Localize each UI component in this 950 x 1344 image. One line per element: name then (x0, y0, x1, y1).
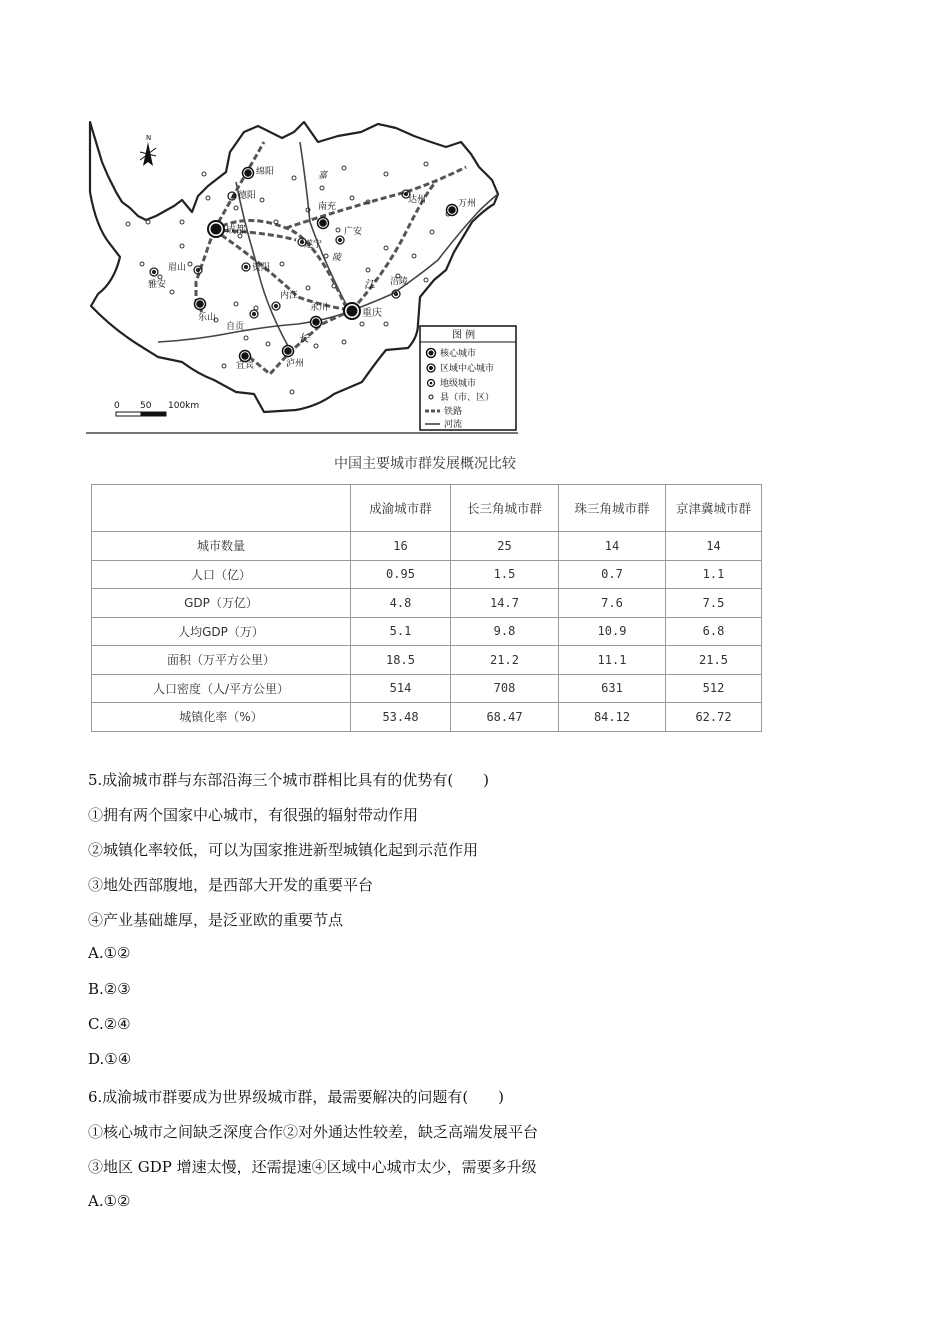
table-row (92, 589, 762, 618)
city-label: 自贡 (226, 322, 245, 332)
svg-text:铁路: 铁路 (444, 407, 463, 417)
cell: 16 (351, 532, 451, 561)
svg-text:0: 0 (114, 401, 120, 411)
table-title: 中国主要城市群发展概况比较 (334, 456, 516, 472)
svg-text:核心城市: 核心城市 (440, 349, 477, 359)
cell: 21.2 (451, 646, 559, 675)
question-5-statement-4: ④产业基础雄厚，是泛亚欧的重要节点 (88, 911, 344, 929)
cell: 21.5 (666, 646, 762, 675)
question-5-statement-2: ②城镇化率较低，可以为国家推进新型城镇化起到示范作用 (88, 841, 479, 859)
header-cell: 成渝城市群 (351, 485, 451, 532)
svg-text:县（市、区）: 县（市、区） (440, 393, 495, 403)
legend-title: 图 例 (452, 330, 476, 341)
question-5-option-d: D.①④ (88, 1050, 132, 1068)
cell: 84.12 (559, 703, 666, 732)
table-row (92, 674, 762, 703)
map-legend (420, 326, 516, 430)
cell: 11.1 (559, 646, 666, 675)
cell: 631 (559, 674, 666, 703)
cell: 25 (451, 532, 559, 561)
table-row (92, 560, 762, 589)
river-label: 嘉 (318, 171, 328, 181)
city-label: 资阳 (252, 263, 271, 273)
cell: 14 (559, 532, 666, 561)
question-5-option-a: A.①② (88, 944, 131, 962)
cell: 512 (666, 674, 762, 703)
city-label: 重庆 (362, 308, 382, 319)
city-label: 遂宁 (304, 240, 323, 250)
river-label: 陵 (332, 253, 342, 263)
city-label: 南充 (318, 202, 337, 212)
header-cell: 京津冀城市群 (666, 485, 762, 532)
table-row (92, 646, 762, 675)
city-label: 泸州 (286, 359, 305, 369)
svg-text:N: N (146, 134, 152, 142)
question-6-statement-1: ①核心城市之间缺乏深度合作②对外通达性较差，缺乏高端发展平台 (88, 1123, 539, 1141)
chengyu-map (86, 112, 518, 434)
svg-text:50: 50 (140, 401, 152, 411)
header-cell: 珠三角城市群 (559, 485, 666, 532)
city-label: 绵阳 (256, 167, 275, 177)
question-5-option-c: C.②④ (88, 1015, 131, 1033)
city-label: 达州 (408, 195, 427, 205)
cell: 68.47 (451, 703, 559, 732)
question-6-stem: 6.成渝城市群要成为世界级城市群，最需要解决的问题有( ) (88, 1088, 505, 1106)
header-cell: 长三角城市群 (451, 485, 559, 532)
cell: 708 (451, 674, 559, 703)
row-label: 人口（亿） (92, 560, 351, 589)
cell: 9.8 (451, 617, 559, 646)
question-5-option-b: B.②③ (88, 980, 131, 998)
question-5-statement-1: ①拥有两个国家中心城市，有很强的辐射带动作用 (88, 806, 419, 824)
city-label: 雅安 (148, 280, 167, 290)
city-label: 宜宾 (236, 361, 255, 371)
city-label: 眉山 (168, 263, 187, 273)
header-cell (92, 485, 351, 532)
city-label: 万州 (458, 199, 477, 209)
row-label: 人口密度（人/平方公里） (92, 674, 351, 703)
comparison-table (91, 484, 762, 732)
cell: 7.5 (666, 589, 762, 618)
river-label: 长 (298, 332, 309, 345)
cell: 1.5 (451, 560, 559, 589)
question-5-statement-3: ③地处西部腹地，是西部大开发的重要平台 (88, 876, 374, 894)
city-label: 广安 (344, 227, 363, 237)
city-label: 内江 (280, 291, 299, 301)
cell: 14 (666, 532, 762, 561)
question-5-stem: 5.成渝城市群与东部沿海三个城市群相比具有的优势有( ) (88, 771, 490, 789)
city-label: 成都 (226, 225, 246, 236)
cell: 10.9 (559, 617, 666, 646)
river-label: 江 (364, 278, 375, 291)
cell: 6.8 (666, 617, 762, 646)
city-label: 永川 (310, 303, 329, 313)
cell: 514 (351, 674, 451, 703)
cell: 7.6 (559, 589, 666, 618)
table-row (92, 532, 762, 561)
row-label: 城镇化率（%） (92, 703, 351, 732)
svg-text:区域中心城市: 区域中心城市 (440, 364, 495, 374)
cell: 62.72 (666, 703, 762, 732)
row-label: GDP（万亿） (92, 589, 351, 618)
city-label: 涪陵 (390, 277, 409, 287)
city-label: 乐山 (198, 313, 217, 323)
row-label: 人均GDP（万） (92, 617, 351, 646)
cell: 4.8 (351, 589, 451, 618)
table-row (92, 617, 762, 646)
svg-text:100km: 100km (168, 401, 200, 411)
cell: 18.5 (351, 646, 451, 675)
row-label: 面积（万平方公里） (92, 646, 351, 675)
question-6-statement-2: ③地区 GDP 增速太慢，还需提速④区域中心城市太少，需要多升级 (88, 1158, 537, 1176)
svg-text:河流: 河流 (444, 420, 463, 430)
cell: 5.1 (351, 617, 451, 646)
row-label: 城市数量 (92, 532, 351, 561)
cell: 0.95 (351, 560, 451, 589)
table-header-row (92, 485, 762, 532)
cell: 1.1 (666, 560, 762, 589)
cell: 0.7 (559, 560, 666, 589)
question-6-option-a: A.①② (88, 1192, 131, 1210)
cell: 53.48 (351, 703, 451, 732)
cell: 14.7 (451, 589, 559, 618)
svg-text:地级城市: 地级城市 (440, 379, 477, 389)
table-row (92, 703, 762, 732)
city-label: 德阳 (238, 191, 257, 201)
